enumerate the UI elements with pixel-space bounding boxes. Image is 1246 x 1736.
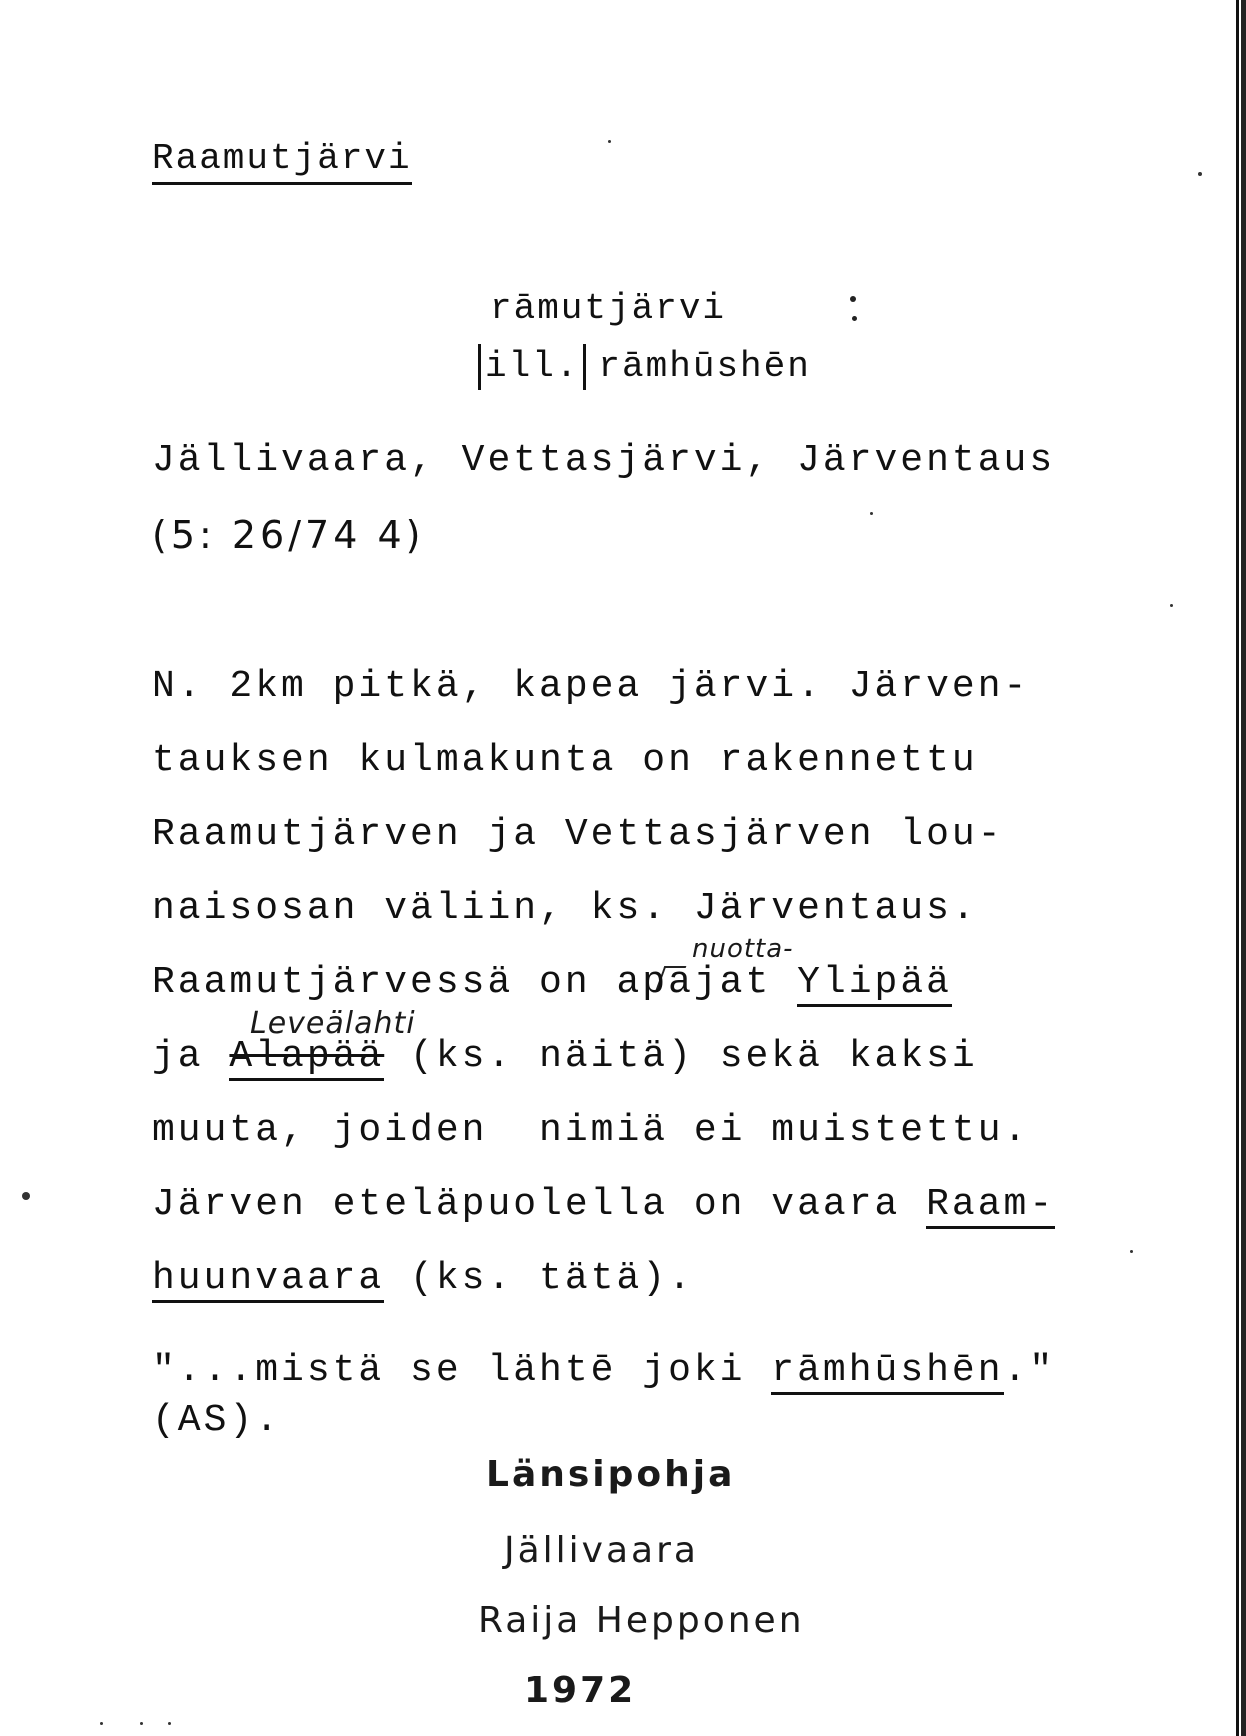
body-line-8-start: Järven eteläpuolella on vaara xyxy=(152,1183,927,1226)
body-line-3: Raamutjärven ja Vettasjärven lou- xyxy=(152,813,1004,856)
scan-speck xyxy=(140,1722,143,1725)
ill-form: rāmhūshēn xyxy=(598,346,811,387)
stamp-year: 1972 xyxy=(524,1670,637,1711)
ill-label: ill. xyxy=(478,344,586,390)
body-line-6-start: ja xyxy=(152,1035,230,1078)
scan-speck xyxy=(1130,1250,1133,1253)
scan-speck xyxy=(870,512,873,515)
scan-speck xyxy=(1198,172,1202,176)
stamp-parish: Jällivaara xyxy=(504,1530,699,1571)
body-line-2: tauksen kulmakunta on rakennettu xyxy=(152,739,978,782)
body-line-5 xyxy=(152,960,952,1006)
scan-speck xyxy=(22,1192,30,1200)
scan-speck xyxy=(168,1722,171,1725)
stamp-collector: Raija Hepponen xyxy=(478,1600,805,1641)
body-line-5-start: Raamutjärvessä on xyxy=(152,961,617,1004)
location-line: Jällivaara, Vettasjärvi, Järventaus xyxy=(152,439,1056,482)
name-ylipaa: Ylipää xyxy=(797,961,952,1007)
scan-edge xyxy=(1232,0,1246,1736)
handwritten-correction-levealahti: Leveälahti xyxy=(250,1006,416,1041)
document-title: Raamutjärvi xyxy=(152,138,412,185)
body-line-6 xyxy=(152,1034,978,1080)
scan-speck xyxy=(608,140,611,143)
body-line-5-mid: apajat xyxy=(616,961,798,1004)
struck-name-alapaa: Alapää xyxy=(229,1035,384,1081)
scan-speck xyxy=(1170,604,1173,607)
quote-end: ." xyxy=(1003,1349,1056,1392)
colon-mark-lower xyxy=(852,316,857,321)
reference-line: (5: 26/74 4) xyxy=(152,513,425,557)
body-line-7: muuta, joiden nimiä ei muistettu. xyxy=(152,1109,1030,1152)
handwritten-insert-nuotta: nuotta- xyxy=(692,934,794,964)
illative-form-line xyxy=(478,344,811,390)
quote-name: rāmhūshēn xyxy=(771,1349,1003,1395)
body-line-6-end: (ks. näitä) sekä kaksi xyxy=(384,1035,978,1078)
body-line-9 xyxy=(152,1256,694,1302)
name-raamhuunvaara-part1: Raam- xyxy=(926,1183,1055,1229)
name-raamhuunvaara-part2: huunvaara xyxy=(152,1257,384,1303)
scan-speck xyxy=(100,1722,103,1725)
body-line-9-end: (ks. tätä). xyxy=(384,1257,694,1300)
source-line: (AS). xyxy=(152,1399,282,1442)
quote-line xyxy=(152,1348,1055,1394)
colon-mark xyxy=(850,296,856,302)
body-line-8 xyxy=(152,1182,1055,1228)
body-line-4: naisosan väliin, ks. Järventaus. xyxy=(152,887,978,930)
headword: rāmutjärvi xyxy=(490,288,727,329)
quote-start: "...mistä se lähtē joki xyxy=(152,1349,772,1392)
body-line-1: N. 2km pitkä, kapea järvi. Järven- xyxy=(152,665,1030,708)
stamp-region: Länsipohja xyxy=(486,1454,736,1495)
